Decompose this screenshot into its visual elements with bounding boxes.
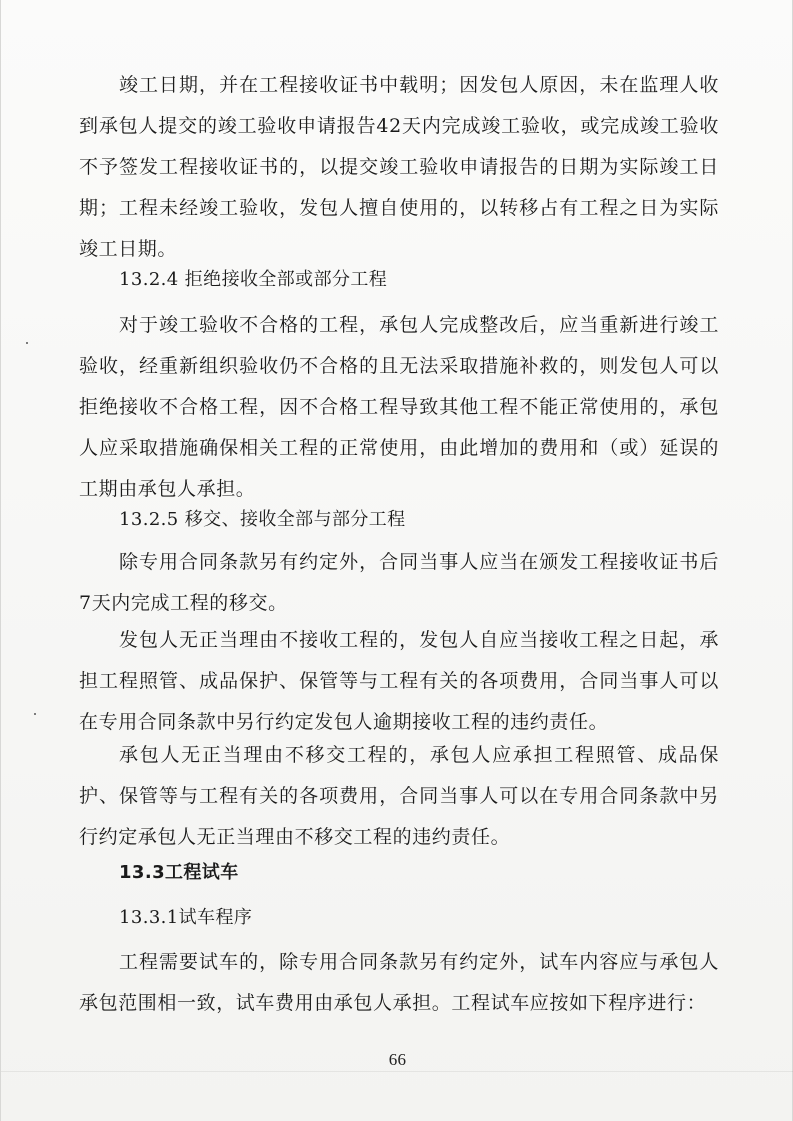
paragraph-completion-date: 竣工日期，并在工程接收证书中载明；因发包人原因，未在监理人收到承包人提交的竣工验收申请报告42天内完成竣工验收，或完成竣工验收不予签发工程接收证书的，以提交竣工验收申请报告的日期为实际竣工日期；工程未经竣工验收，发包人擅自使用的，以转移占有工程之日为实际竣工日期。 (79, 74, 719, 260)
section-13-2-5-heading: 13.2.5 移交、接收全部与部分工程 (119, 509, 406, 530)
paragraph-contractor-responsibility: 承包人无正当理由不移交工程的，承包人应承担工程照管、成品保护、保管等与工程有关的各项费用，合同当事人可以在专用合同条款中另行约定承包人无正当理由不移交工程的违约责任。 (79, 744, 719, 848)
scan-edge-line (1, 1071, 793, 1072)
page-number: 66 (388, 1050, 407, 1069)
scan-mark (34, 713, 36, 715)
paragraph-test-run-procedure: 工程需要试车的，除专用合同条款另有约定外，试车内容应与承包人承包范围相一致，试车费用由承包人承担。工程试车应按如下程序进行： (79, 951, 719, 1014)
section-13-3-heading: 13.3工程试车 (119, 862, 239, 883)
paragraph-handover-deadline: 除专用合同条款另有约定外，合同当事人应当在颁发工程接收证书后7天内完成工程的移交。 (79, 551, 719, 614)
section-13-2-4-heading: 13.2.4 拒绝接收全部或部分工程 (119, 269, 388, 290)
paragraph-reject-acceptance: 对于竣工验收不合格的工程，承包人完成整改后，应当重新进行竣工验收，经重新组织验收仍不合格的且无法采取措施补救的，则发包人可以拒绝接收不合格工程，因不合格工程导致其他工程不能正常使用的，承包人应采取措施确保相关工程的正常使用，由此增加的费用和（或）延误的工期由承包人承担。 (79, 314, 719, 500)
scan-mark (26, 342, 28, 344)
section-13-3-1-heading: 13.3.1试车程序 (119, 907, 253, 928)
paragraph-employer-responsibility: 发包人无正当理由不接收工程的，发包人自应当接收工程之日起，承担工程照管、成品保护、保管等与工程有关的各项费用，合同当事人可以在专用合同条款中另行约定发包人逾期接收工程的违约责任。 (79, 629, 719, 733)
